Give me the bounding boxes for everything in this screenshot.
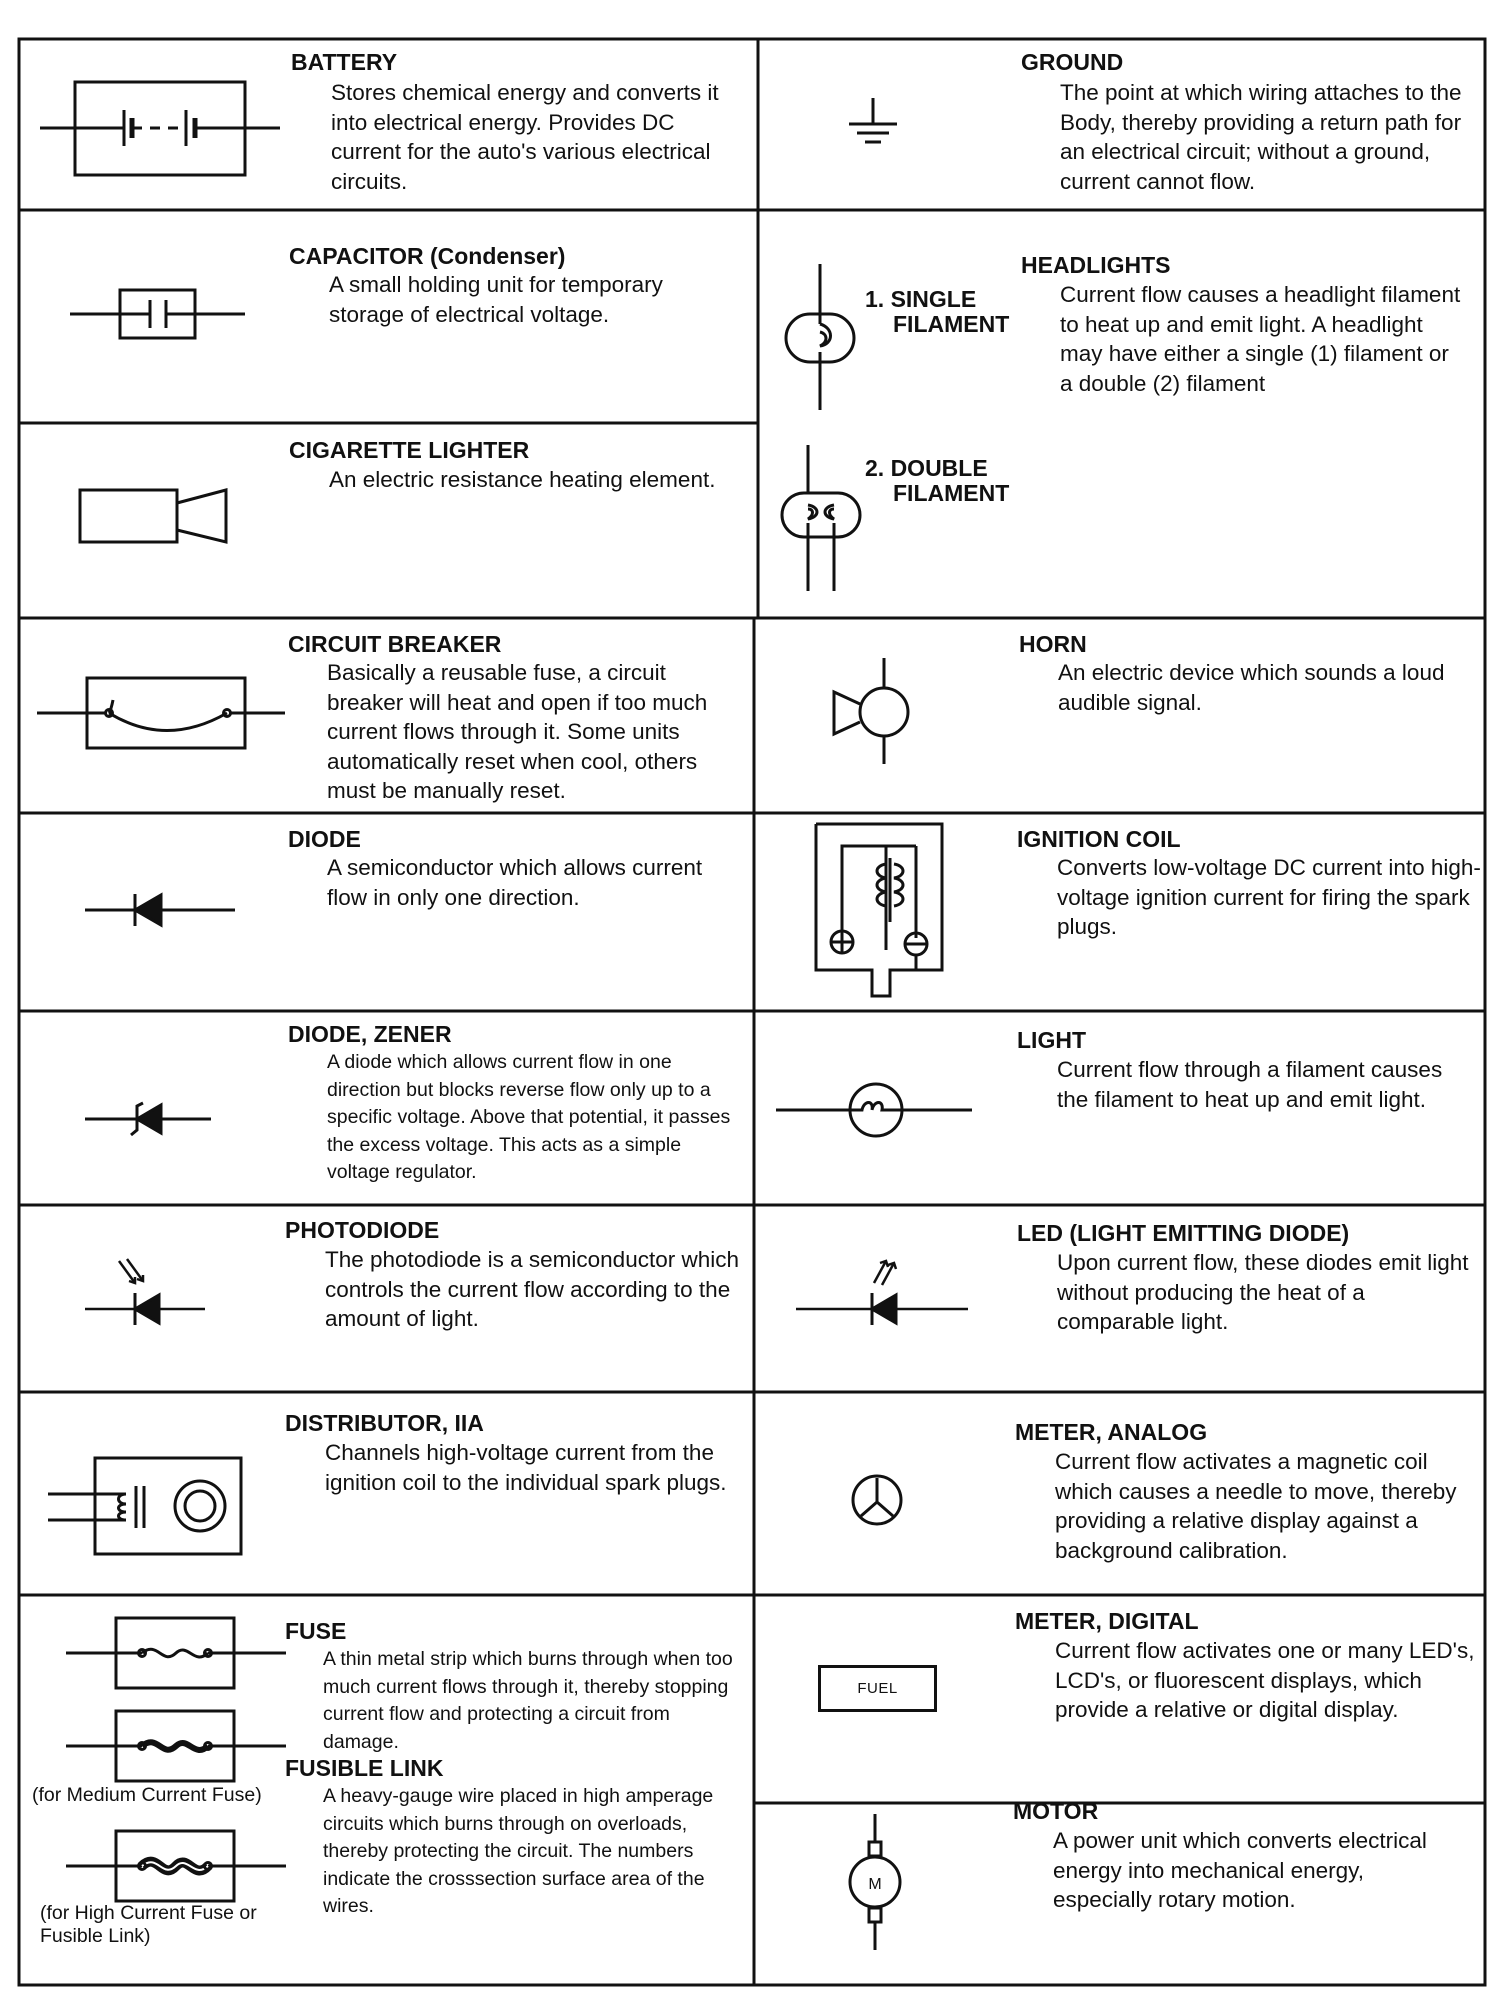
double-filament-label: FILAMENT — [893, 480, 1010, 506]
ignition-coil-title: IGNITION COIL — [1017, 826, 1181, 852]
meter-analog-title: METER, ANALOG — [1015, 1419, 1208, 1445]
digital-meter-display-text: FUEL — [857, 1680, 898, 1697]
distributor-title: DISTRIBUTOR, IIA — [285, 1410, 484, 1436]
single-filament-label: FILAMENT — [893, 311, 1010, 337]
light-title: LIGHT — [1017, 1027, 1086, 1053]
light-bulb-symbol-icon — [776, 1076, 976, 1146]
motor-description: A power unit which converts electrical energy into mechanical energy, especially rotary motion. — [1053, 1828, 1427, 1912]
zener-diode-symbol-icon — [85, 1094, 225, 1144]
double-filament-headlight-icon — [778, 443, 868, 593]
headlights-description: Current flow causes a headlight filament to heat up and emit light. A headlight may have either a single (1) filament or a double (2) filament — [1060, 282, 1461, 396]
fusible-link-description: A heavy-gauge wire placed in high amperage circuits which burns through on overloads, thereby protecting the circuit. The numbers indicate the crosssection surface area of the wires. — [323, 1785, 714, 1917]
single-filament-headlight-icon — [778, 262, 868, 412]
horn-description: An electric device which sounds a loud audible signal. — [1058, 660, 1445, 715]
capacitor-symbol-icon — [70, 280, 250, 350]
horn-symbol-icon — [828, 656, 918, 766]
medium-current-fuse-icon — [66, 1703, 306, 1789]
motor-title: MOTOR — [1013, 1798, 1099, 1824]
distributor-description: Channels high-voltage current from the ignition coil to the individual spark plugs. — [325, 1440, 727, 1495]
zener-diode-description: A diode which allows current flow in one direction but blocks reverse flow only up to a specific voltage. Above that potential, it passes the excess voltage. This acts as a simple voltage regulator. — [327, 1051, 731, 1183]
photodiode-symbol-icon — [85, 1253, 225, 1343]
zener-diode-title: DIODE, ZENER — [288, 1021, 452, 1047]
fuse-symbol-icon — [66, 1610, 306, 1696]
meter-digital-title: METER, DIGITAL — [1015, 1608, 1199, 1634]
led-description: Upon current flow, these diodes emit light without producing the heat of a comparable light. — [1057, 1250, 1469, 1334]
ground-symbol-icon — [843, 96, 903, 156]
circuit-breaker-description: Basically a reusable fuse, a circuit breaker will heat and open if too much current flows through it. Some units automatically reset when cool, others must be manually reset. — [327, 660, 708, 803]
photodiode-description: The photodiode is a semiconductor which controls the current flow according to the amount of light. — [325, 1247, 739, 1331]
led-symbol-icon — [796, 1253, 976, 1343]
diode-description: A semiconductor which allows current flow in only one direction. — [327, 855, 703, 910]
led-title: LED (LIGHT EMITTING DIODE) — [1017, 1220, 1350, 1246]
distributor-symbol-icon — [48, 1450, 258, 1560]
light-description: Current flow through a filament causes the filament to heat up and emit light. — [1057, 1057, 1443, 1112]
circuit-breaker-symbol-icon — [37, 668, 287, 758]
battery-description: Stores chemical energy and converts it into electrical energy. Provides DC current for the auto's various electrical circuits. — [331, 80, 719, 194]
single-filament-number: 1. SINGLE — [865, 286, 977, 312]
analog-meter-symbol-icon — [847, 1470, 907, 1530]
high-current-fuse-caption: (for High Current Fuse or Fusible Link) — [40, 1902, 257, 1947]
medium-current-fuse-caption: (for Medium Current Fuse) — [32, 1784, 262, 1806]
fusible-link-title: FUSIBLE LINK — [285, 1755, 444, 1781]
motor-symbol-letter: M — [868, 1876, 882, 1893]
fuse-title: FUSE — [285, 1618, 347, 1644]
high-current-fuse-icon — [66, 1823, 306, 1909]
headlights-title: HEADLIGHTS — [1021, 252, 1171, 278]
circuit-breaker-title: CIRCUIT BREAKER — [288, 631, 502, 657]
ignition-coil-symbol-icon — [810, 818, 950, 1008]
photodiode-title: PHOTODIODE — [285, 1217, 440, 1243]
horn-title: HORN — [1019, 631, 1087, 657]
cigarette-lighter-symbol-icon — [78, 487, 238, 557]
meter-digital-description: Current flow activates one or many LED's, LCD's, or fluorescent displays, which provide a relative or digital display. — [1055, 1638, 1475, 1722]
motor-symbol-icon — [840, 1812, 910, 1952]
battery-title: BATTERY — [291, 49, 398, 75]
battery-symbol-icon — [40, 70, 280, 190]
cigarette-lighter-title: CIGARETTE LIGHTER — [289, 437, 530, 463]
diode-title: DIODE — [288, 826, 361, 852]
double-filament-number: 2. DOUBLE — [865, 455, 988, 481]
ground-description: The point at which wiring attaches to the Body, thereby providing a return path for an electrical circuit; without a ground, current cannot flow. — [1060, 80, 1462, 194]
ground-title: GROUND — [1021, 49, 1124, 75]
fuse-description: A thin metal strip which burns through when too much current flows through it, thereby stopping current flow and protecting a circuit from damage. — [323, 1648, 733, 1753]
meter-analog-description: Current flow activates a magnetic coil which causes a needle to move, thereby providing a relative display against a background calibration. — [1055, 1449, 1457, 1563]
ignition-coil-description: Converts low-voltage DC current into high-voltage ignition current for firing the spark plugs. — [1057, 855, 1481, 939]
capacitor-title: CAPACITOR (Condenser) — [289, 243, 566, 269]
capacitor-description: A small holding unit for temporary storage of electrical voltage. — [329, 272, 663, 327]
cigarette-lighter-description: An electric resistance heating element. — [329, 467, 716, 492]
diode-symbol-icon — [85, 885, 245, 935]
digital-meter-symbol-icon — [818, 1665, 937, 1712]
